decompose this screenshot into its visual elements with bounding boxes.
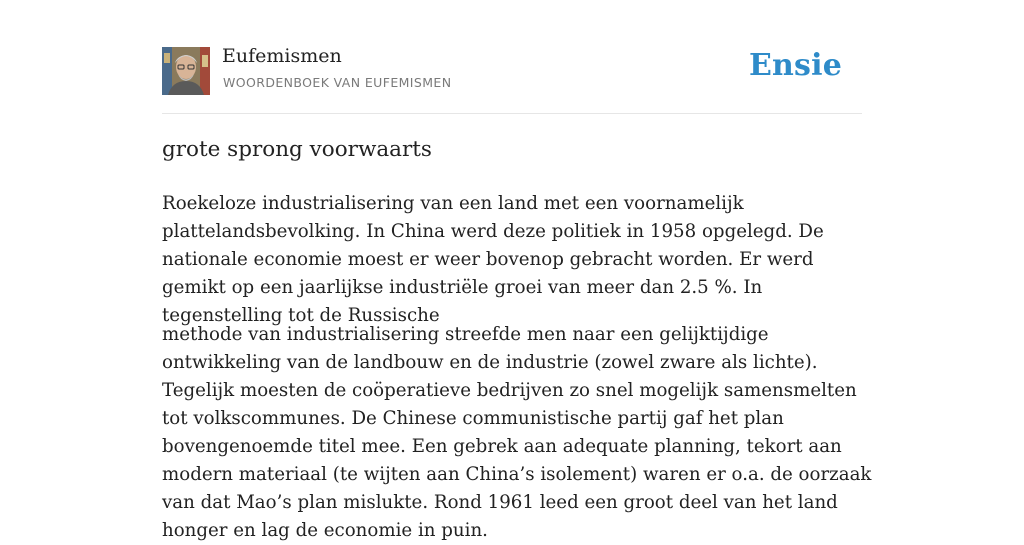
definition-paragraph-1: Roekeloze industrialisering van een land met een voornamelijk plattelandsbevolking. In China werd deze politiek in 1958 opgelegd. De nationale economie moest er weer bovenop gebracht worden. Er werd gemikt op een jaarlijkse industriële groei van meer dan 2.5 %. In tegenstelling tot de Russische xyxy=(162,193,824,326)
definition-paragraph-2: methode van industrialisering streefde men naar een gelijktijdige ontwikkeling van de landbouw en de industrie (zowel zware als lichte). Tegelijk moesten de coöperatieve bedrijven zo snel mogelijk samensmelten tot volkscommunes. De Chinese communistische partij gaf het plan bovengenoemde titel mee. Een gebrek aan adequate planning, tekort aan modern materiaal (te wijten aan China’s isolement) waren er o.a. de oorzaak van dat Mao’s plan mislukte. Rond 1961 leed een groot deel van het land honger en lag de economie in puin. xyxy=(162,324,872,541)
site-subtitle: WOORDENBOEK VAN EUFEMISMEN xyxy=(223,75,452,90)
avatar-image xyxy=(162,47,210,95)
site-header xyxy=(162,0,862,114)
site-name[interactable]: Eufemismen xyxy=(222,45,342,67)
entry-term: grote sprong voorwaarts xyxy=(162,137,432,162)
ensie-logo[interactable]: Ensie xyxy=(748,48,842,83)
author-avatar[interactable] xyxy=(162,47,210,95)
content-column xyxy=(162,0,872,541)
